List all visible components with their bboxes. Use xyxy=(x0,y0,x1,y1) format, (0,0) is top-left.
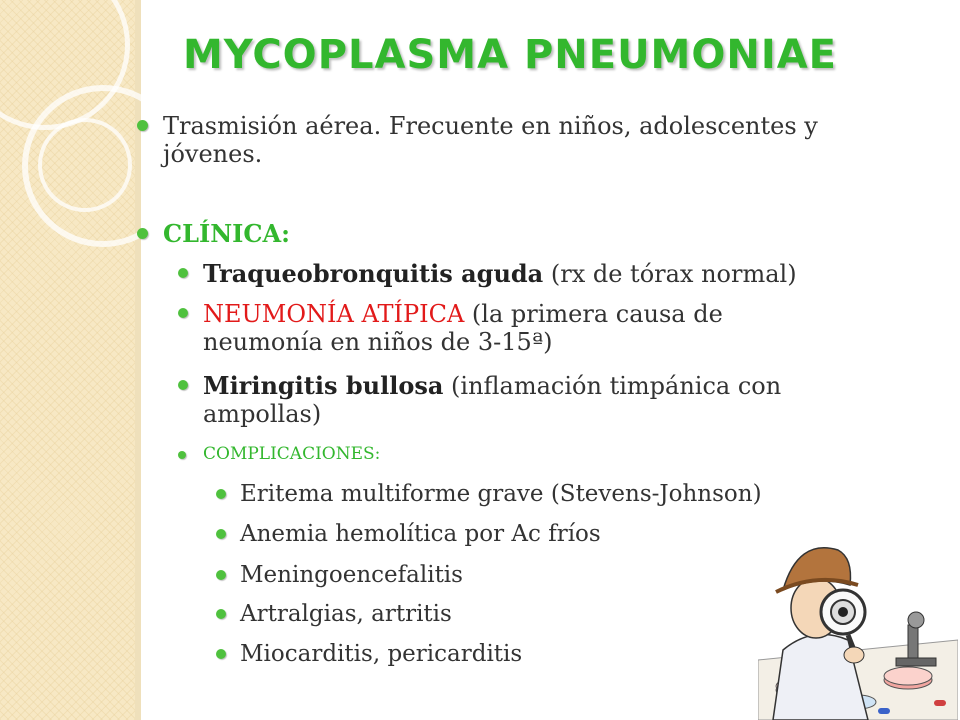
bullet-icon xyxy=(137,228,148,239)
bullet-icon xyxy=(216,609,226,619)
clinica-item-bold: Traqueobronquitis aguda xyxy=(203,259,544,288)
neumonia-atipica-highlight: NEUMONÍA ATÍPICA xyxy=(203,300,465,328)
complicacion-text: Anemia hemolítica por Ac fríos xyxy=(240,521,601,547)
clinica-heading-text: CLÍNICA: xyxy=(163,219,290,248)
bullet-icon xyxy=(216,489,226,499)
clinica-item-rest: (inflamación timpánica con ampollas) xyxy=(203,372,782,428)
detective-illustration xyxy=(758,530,958,720)
clinica-item-bold: Miringitis bullosa xyxy=(203,371,444,400)
bullet-icon xyxy=(216,529,226,539)
intro-text: Trasmisión aérea. Frecuente en niños, adolescentes y jóvenes. xyxy=(163,112,818,168)
complicacion-text: Eritema multiforme grave (Stevens-Johnson) xyxy=(240,481,762,507)
complicaciones-heading-text: COMPLICACIONES: xyxy=(203,444,381,464)
bullet-icon xyxy=(178,308,188,318)
bullet-icon xyxy=(216,649,226,659)
complicacion-text: Artralgias, artritis xyxy=(240,601,452,627)
clinica-item-rest: (rx de tórax normal) xyxy=(543,260,797,288)
clinica-item-text xyxy=(203,372,843,428)
clinica-item-text xyxy=(203,300,843,356)
bullet-icon xyxy=(137,120,148,131)
slide-title: MYCOPLASMA PNEUMONIAE xyxy=(182,32,837,78)
clinica-item-text xyxy=(203,260,843,288)
clinica-item-rest: (la primera causa de neumonía en niños de 3-15ª) xyxy=(203,300,723,356)
bullet-icon xyxy=(178,380,188,390)
bullet-icon xyxy=(216,570,226,580)
complicacion-text: Meningoencefalitis xyxy=(240,562,463,588)
detective-clipart-icon xyxy=(758,530,958,720)
decorative-circle-small xyxy=(38,118,132,212)
complicacion-text: Miocarditis, pericarditis xyxy=(240,641,523,667)
bullet-icon xyxy=(178,268,188,278)
bullet-icon xyxy=(178,451,186,459)
